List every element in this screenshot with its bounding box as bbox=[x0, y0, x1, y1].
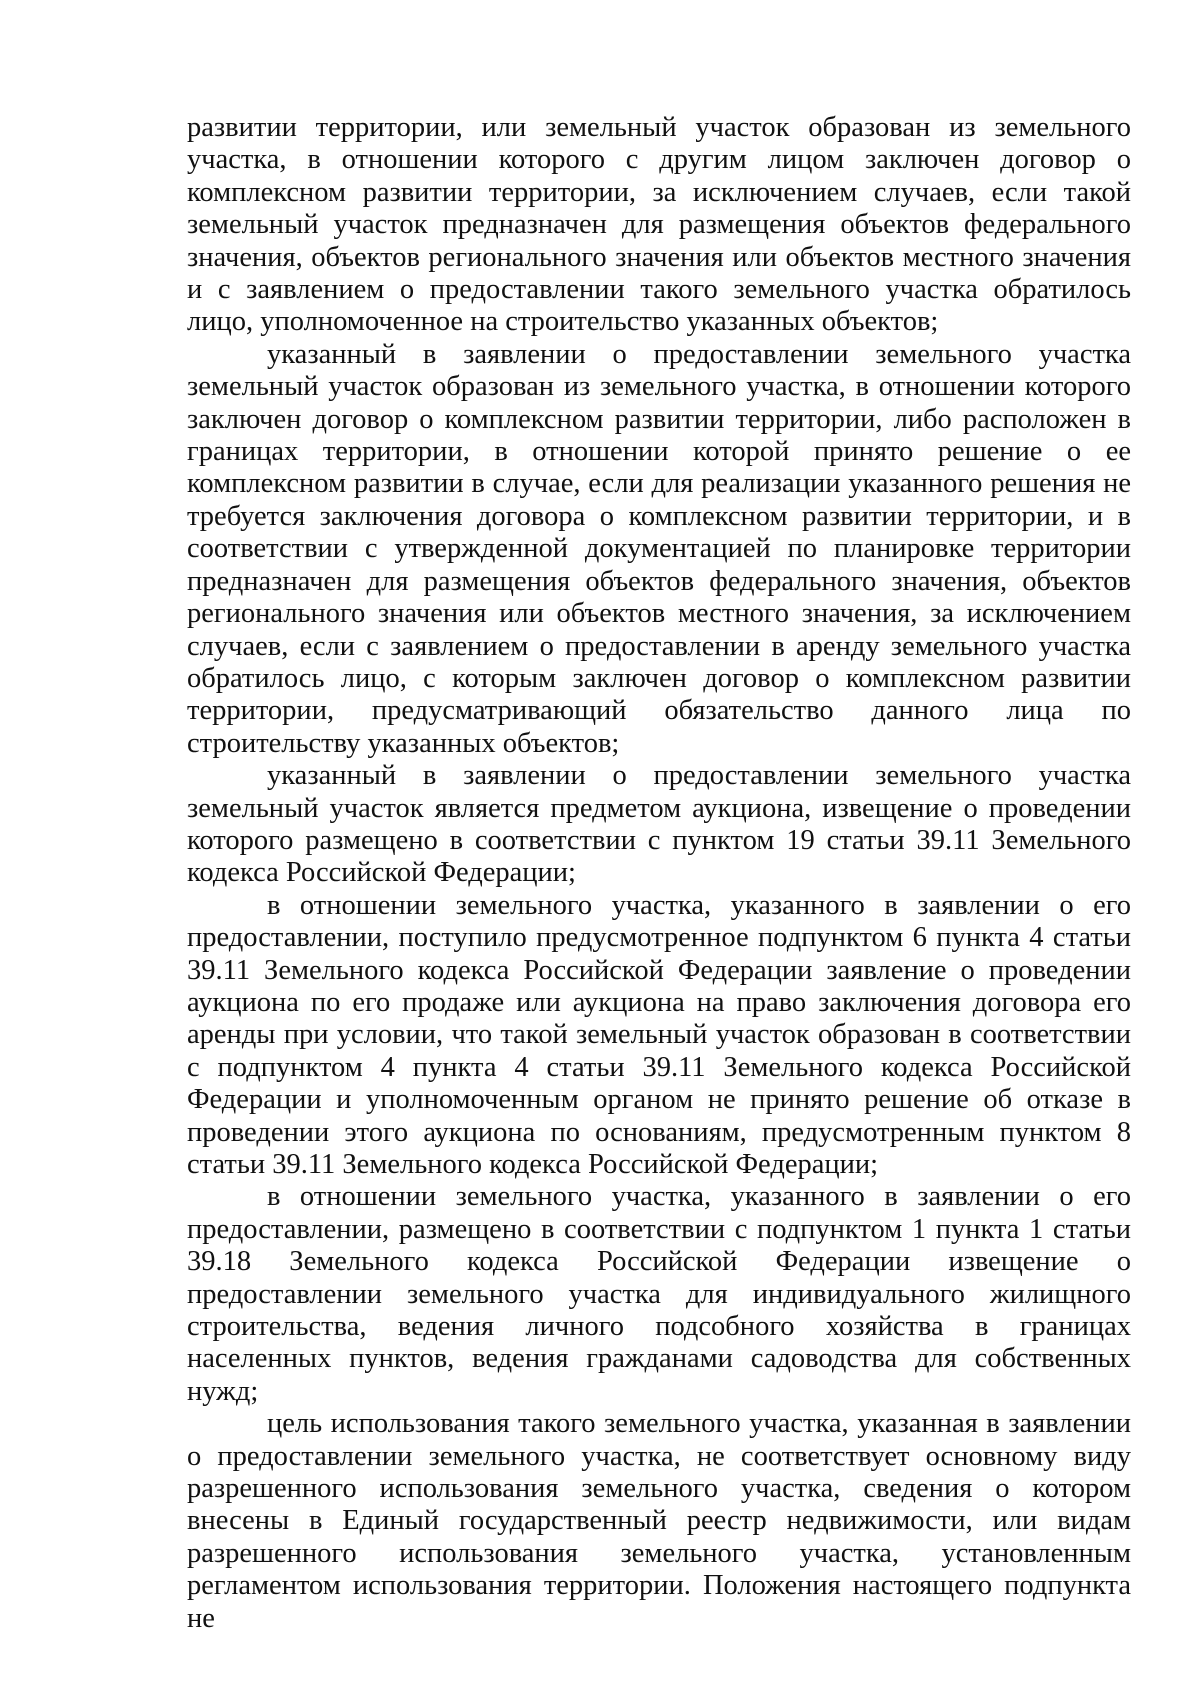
paragraph-6: цель использования такого земельного участка, указанная в заявлении о предоставлении земельного участка, не соответствует основному виду разрешенного использования земельного участка, сведения о котором внесены в Единый государственный реестр недвижимости, или видам разрешенного использования земельного участка, установленным регламентом использования территории. Положения настоящего подпункта не bbox=[187, 1408, 1131, 1634]
paragraph-3: указанный в заявлении о предоставлении земельного участка земельный участок является предметом аукциона, извещение о проведении которого размещено в соответствии с пунктом 19 статьи 39.11 Земельного кодекса Российской Федерации; bbox=[187, 760, 1131, 889]
paragraph-1: развитии территории, или земельный участок образован из земельного участка, в отношении которого с другим лицом заключен договор о комплексном развитии территории, за исключением случаев, если такой земельный участок предназначен для размещения объектов федерального значения, объектов регионального значения или объектов местного значения и с заявлением о предоставлении такого земельного участка обратилось лицо, уполномоченное на строительство указанных объектов; bbox=[187, 112, 1131, 338]
paragraph-5: в отношении земельного участка, указанного в заявлении о его предоставлении, размещено в соответствии с подпунктом 1 пункта 1 статьи 39.18 Земельного кодекса Российской Федерации извещение о предоставлении земельного участка для индивидуального жилищного строительства, ведения личного подсобного хозяйства в границах населенных пунктов, ведения гражданами садоводства для собственных нужд; bbox=[187, 1181, 1131, 1407]
paragraph-2: указанный в заявлении о предоставлении земельного участка земельный участок образован из земельного участка, в отношении которого заключен договор о комплексном развитии территории, либо расположен в границах территории, в отношении которой принято решение о ее комплексном развитии в случае, если для реализации указанного решения не требуется заключения договора о комплексном развитии территории, и в соответствии с утвержденной документацией по планировке территории предназначен для размещения объектов федерального значения, объектов регионального значения или объектов местного значения, за исключением случаев, если с заявлением о предоставлении в аренду земельного участка обратилось лицо, с которым заключен договор о комплексном развитии территории, предусматривающий обязательство данного лица по строительству указанных объектов; bbox=[187, 338, 1131, 759]
paragraph-4: в отношении земельного участка, указанного в заявлении о его предоставлении, поступило предусмотренное подпунктом 6 пункта 4 статьи 39.11 Земельного кодекса Российской Федерации заявление о проведении аукциона по его продаже или аукциона на право заключения договора его аренды при условии, что такой земельный участок образован в соответствии с подпунктом 4 пункта 4 статьи 39.11 Земельного кодекса Российской Федерации и уполномоченным органом не принято решение об отказе в проведении этого аукциона по основаниям, предусмотренным пунктом 8 статьи 39.11 Земельного кодекса Российской Федерации; bbox=[187, 889, 1131, 1180]
document-page bbox=[187, 112, 1131, 1635]
